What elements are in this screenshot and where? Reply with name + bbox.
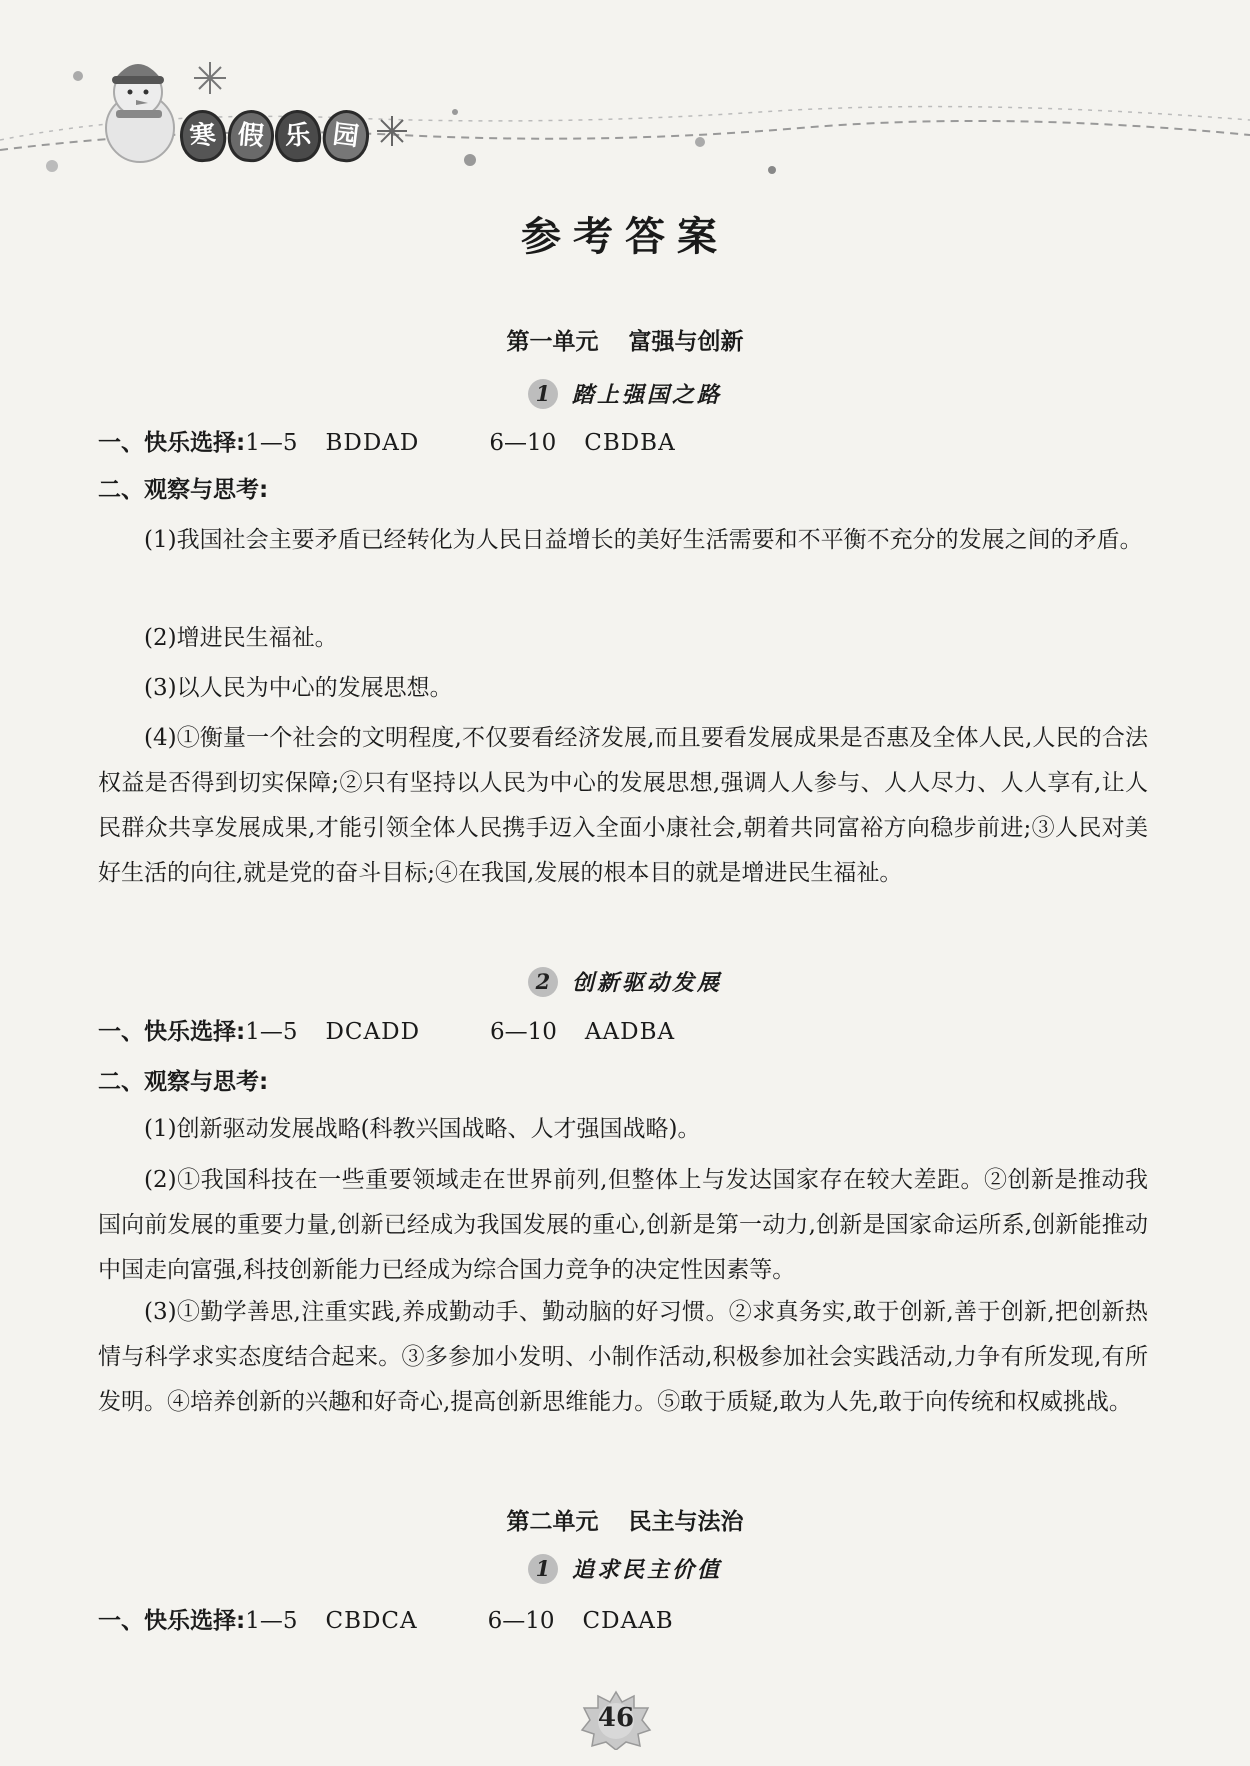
unit-1-title — [0, 323, 1250, 356]
mc-answers: CBDBA — [584, 430, 676, 456]
mc-range: 1—5 — [245, 1019, 298, 1045]
snowflake-icon-2 — [377, 116, 407, 146]
snowman-icon — [106, 64, 174, 162]
mc-range: 1—5 — [245, 430, 298, 456]
dot — [768, 166, 776, 174]
page-title: 参考答案 — [521, 213, 729, 260]
banner-title — [180, 108, 368, 164]
unit-1-name: 第一单元 — [506, 329, 599, 355]
lesson-heading — [0, 1553, 1250, 1584]
answer-paragraph: (2)增进民生福祉。 — [144, 625, 338, 651]
unit-2-title — [0, 1503, 1250, 1536]
unit-2-subtitle: 民主与法治 — [628, 1509, 744, 1535]
dot — [46, 160, 58, 172]
mc-label: 一、快乐选择: — [98, 1019, 246, 1045]
dot — [452, 109, 458, 115]
mc-answers: BDDAD — [325, 430, 420, 456]
lesson-heading — [0, 966, 1250, 997]
banner-char: 乐 — [273, 108, 322, 163]
mc-range: 1—5 — [245, 1608, 298, 1634]
lesson-name: 踏上强国之路 — [571, 382, 722, 408]
mc-range: 6—10 — [487, 1608, 555, 1634]
mc-answers: DCADD — [325, 1019, 421, 1045]
banner-char: 寒 — [177, 108, 228, 164]
header-decoration — [0, 0, 1250, 200]
lesson-heading — [0, 378, 1250, 409]
banner-char: 园 — [320, 107, 371, 164]
unit-2-name: 第二单元 — [506, 1509, 599, 1535]
banner-char: 假 — [225, 108, 275, 164]
section-label — [98, 1067, 1148, 1097]
mc-answers: CDAAB — [582, 1608, 674, 1634]
mc-answers: CBDCA — [325, 1608, 418, 1634]
page-number — [578, 1690, 654, 1750]
answer-paragraph: (3)以人民为中心的发展思想。 — [144, 675, 453, 701]
multiple-choice-answers — [98, 428, 1148, 458]
multiple-choice-answers — [98, 1606, 1148, 1636]
unit-1-subtitle: 富强与创新 — [628, 329, 744, 355]
mc-label: 一、快乐选择: — [98, 1608, 246, 1634]
answer-paragraph: (1)创新驱动发展战略(科教兴国战略、人才强国战略)。 — [144, 1116, 701, 1142]
think-label: 二、观察与思考: — [98, 1069, 269, 1095]
multiple-choice-answers — [98, 1017, 1148, 1047]
dot — [695, 137, 705, 147]
dot — [464, 154, 476, 166]
lesson-number-badge: 2 — [528, 967, 558, 997]
lesson-name: 创新驱动发展 — [571, 970, 722, 996]
lesson-number-badge: 1 — [528, 379, 558, 409]
lesson-name: 追求民主价值 — [571, 1557, 722, 1583]
dot — [73, 71, 83, 81]
mc-range: 6—10 — [490, 1019, 557, 1045]
mc-label: 一、快乐选择: — [98, 430, 246, 456]
section-label — [98, 475, 1148, 505]
mc-range: 6—10 — [489, 430, 557, 456]
page-number-text: 46 — [597, 1703, 635, 1733]
think-label: 二、观察与思考: — [98, 477, 269, 503]
snowflake-icon — [194, 62, 226, 94]
mc-answers: AADBA — [584, 1019, 676, 1045]
answer-paragraph: (3)①勤学善思,注重实践,养成勤动手、勤动脑的好习惯。②求真务实,敢于创新,善于创新,把创新热情与科学求实态度结合起来。③多参加小发明、小制作活动,积极参加社会实践活动,力争有所发现,有所发明。④培养创新的兴趣和好奇心,提高创新思维能力。⑤敢于质疑,敢为人先,敢于向传统和权威挑战。 — [98, 1299, 1148, 1415]
answer-paragraph: (4)①衡量一个社会的文明程度,不仅要看经济发展,而且要看发展成果是否惠及全体人民,人民的合法权益是否得到切实保障;②只有坚持以人民为中心的发展思想,强调人人参与、人人尽力、人人享有,让人民群众共享发展成果,才能引领全体人民携手迈入全面小康社会,朝着共同富裕方向稳步前进;③人民对美好生活的向往,就是党的奋斗目标;④在我国,发展的根本目的就是增进民生福祉。 — [98, 725, 1148, 886]
answer-paragraph: (1)我国社会主要矛盾已经转化为人民日益增长的美好生活需要和不平衡不充分的发展之间的矛盾。 — [144, 527, 1143, 553]
lesson-number-badge: 1 — [528, 1554, 558, 1584]
answer-paragraph: (2)①我国科技在一些重要领域走在世界前列,但整体上与发达国家存在较大差距。②创新是推动我国向前发展的重要力量,创新已经成为我国发展的重心,创新是第一动力,创新是国家命运所系,创新能推动中国走向富强,科技创新能力已经成为综合国力竞争的决定性因素等。 — [98, 1167, 1148, 1283]
